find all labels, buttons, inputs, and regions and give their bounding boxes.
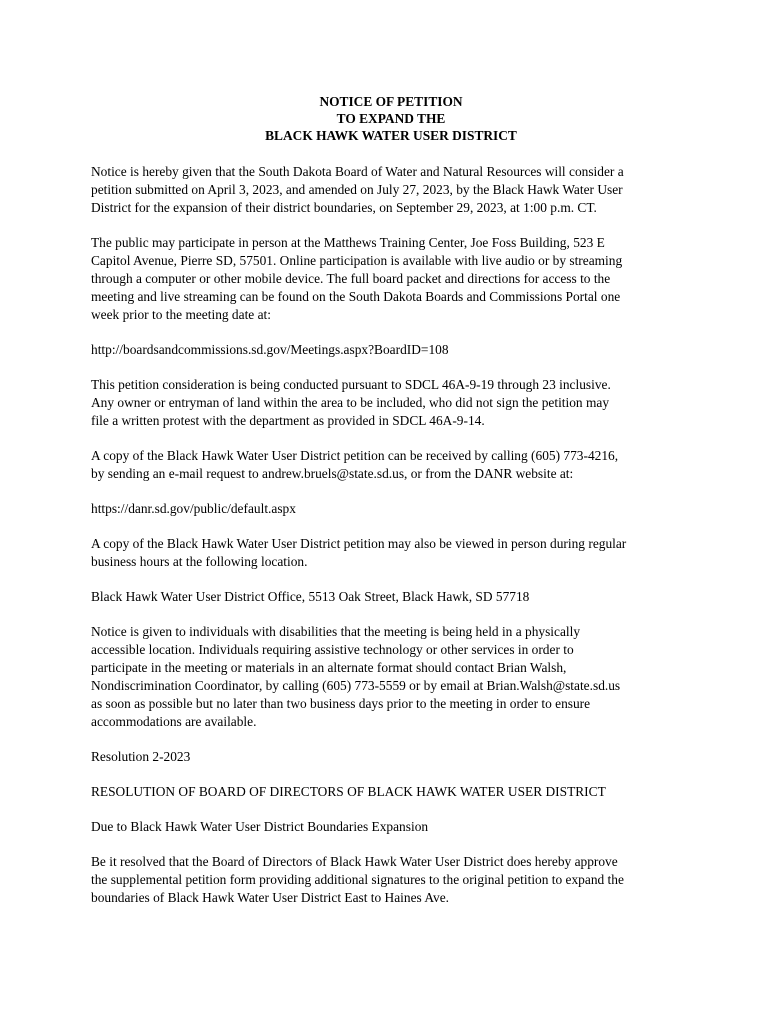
- resolution-heading: RESOLUTION OF BOARD OF DIRECTORS OF BLACK HAWK WATER USER DISTRICT: [91, 784, 606, 799]
- title-line-1: NOTICE OF PETITION: [319, 94, 463, 109]
- paragraph-resolution-heading: [91, 783, 691, 801]
- text-line: Notice is hereby given that the South Dakota Board of Water and Natural Resources will consider a: [91, 164, 624, 179]
- title-line-2: TO EXPAND THE: [336, 111, 446, 126]
- text-line: A copy of the Black Hawk Water User District petition can be received by calling (605) 773-4216,: [91, 448, 619, 463]
- text-line: Any owner or entryman of land within the area to be included, who did not sign the petition may: [91, 395, 610, 410]
- title-line-3: BLACK HAWK WATER USER DISTRICT: [265, 128, 517, 143]
- paragraph-copy-request: [91, 447, 691, 483]
- paragraph-accessibility: [91, 623, 691, 731]
- notice-title: [91, 93, 691, 144]
- paragraph-danr-url: [91, 500, 691, 518]
- resolution-subject: Due to Black Hawk Water User District Boundaries Expansion: [91, 819, 429, 834]
- text-line: by sending an e-mail request to andrew.bruels@state.sd.us, or from the DANR website at:: [91, 466, 574, 481]
- text-line: participate in the meeting or materials in an alternate format should contact Brian Walsh,: [91, 660, 567, 675]
- text-line: This petition consideration is being conducted pursuant to SDCL 46A-9-19 through 23 inclusive.: [91, 377, 611, 392]
- text-line: week prior to the meeting date at:: [91, 307, 271, 322]
- paragraph-notice-given: [91, 163, 691, 217]
- office-address: Black Hawk Water User District Office, 5513 Oak Street, Black Hawk, SD 57718: [91, 589, 530, 604]
- text-line: meeting and live streaming can be found on the South Dakota Boards and Commissions Portal one: [91, 289, 621, 304]
- text-line: petition submitted on April 3, 2023, and amended on July 27, 2023, by the Black Hawk Water User: [91, 182, 623, 197]
- text-line: A copy of the Black Hawk Water User District petition may also be viewed in person during regular: [91, 536, 627, 551]
- danr-url-link[interactable]: https://danr.sd.gov/public/default.aspx: [91, 501, 296, 516]
- paragraph-sdcl: [91, 376, 691, 430]
- document-page: [91, 93, 691, 924]
- text-line: accommodations are available.: [91, 714, 257, 729]
- paragraph-public-participation: [91, 234, 691, 324]
- boards-url-link[interactable]: http://boardsandcommissions.sd.gov/Meetings.aspx?BoardID=108: [91, 342, 449, 357]
- text-line: file a written protest with the department as provided in SDCL 46A-9-14.: [91, 413, 485, 428]
- text-line: Notice is given to individuals with disabilities that the meeting is being held in a physically: [91, 624, 581, 639]
- text-line: the supplemental petition form providing additional signatures to the original petition to expand the: [91, 872, 624, 887]
- text-line: Capitol Avenue, Pierre SD, 57501. Online participation is available with live audio or by streaming: [91, 253, 623, 268]
- paragraph-office-address: [91, 588, 691, 606]
- text-line: through a computer or other mobile device. The full board packet and directions for access to the: [91, 271, 611, 286]
- paragraph-resolution-subject: [91, 818, 691, 836]
- text-line: as soon as possible but no later than two business days prior to the meeting in order to ensure: [91, 696, 591, 711]
- text-line: Be it resolved that the Board of Directors of Black Hawk Water User District does hereby approve: [91, 854, 618, 869]
- text-line: accessible location. Individuals requiring assistive technology or other services in order to: [91, 642, 574, 657]
- text-line: boundaries of Black Hawk Water User District East to Haines Ave.: [91, 890, 450, 905]
- text-line: District for the expansion of their district boundaries, on September 29, 2023, at 1:00 p.m. CT.: [91, 200, 597, 215]
- paragraph-boards-url: [91, 341, 691, 359]
- paragraph-resolution-number: [91, 748, 691, 766]
- paragraph-view-in-person: [91, 535, 691, 571]
- resolution-number: Resolution 2-2023: [91, 749, 191, 764]
- text-line: The public may participate in person at the Matthews Training Center, Joe Foss Building, 523 E: [91, 235, 605, 250]
- text-line: Nondiscrimination Coordinator, by calling (605) 773-5559 or by email at Brian.Walsh@state.sd.us: [91, 678, 621, 693]
- paragraph-resolution-body: [91, 853, 691, 907]
- text-line: business hours at the following location.: [91, 554, 308, 569]
